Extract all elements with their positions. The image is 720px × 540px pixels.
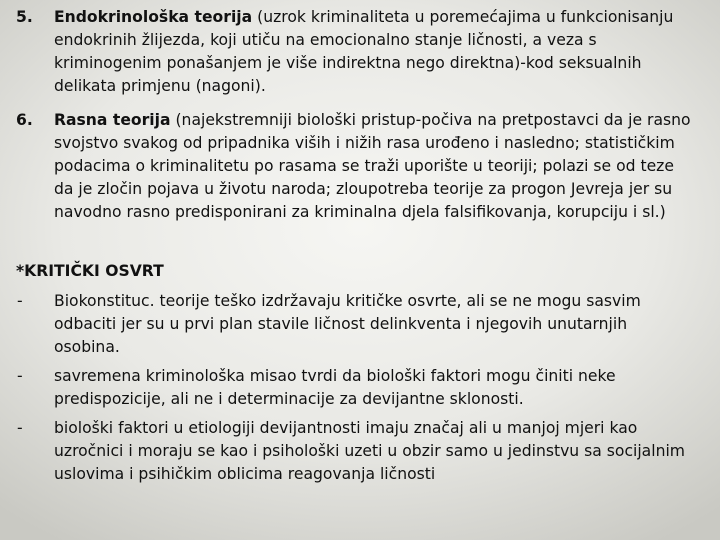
- bullet-line: uzročnici i moraju se kao i psihološki uzeti u obzir samo u jedinstvu sa socijalnim: [54, 442, 685, 460]
- bullet-text: [54, 417, 704, 486]
- item-line: (uzrok kriminaliteta u poremećajima u funkcionisanju: [252, 8, 674, 26]
- bullet-line: osobina.: [54, 338, 120, 356]
- bullet-line: savremena kriminološka misao tvrdi da biološki faktori mogu činiti neke: [54, 367, 616, 385]
- bullet-marker: -: [17, 419, 23, 437]
- bullet-line: Biokonstituc. teorije teško izdržavaju kritičke osvrte, ali se ne mogu sasvim: [54, 292, 641, 310]
- item-term: Endokrinološka teorija: [54, 8, 253, 26]
- bullet-text: [54, 290, 704, 359]
- item-line: navodno rasno predisponirani za kriminalna djela falsifikovanja, korupciju i sl.): [54, 203, 666, 221]
- bullet-text: [54, 365, 704, 411]
- item-text: [54, 109, 704, 224]
- item-line: endokrinih žlijezda, koji utiču na emocionalno stanje ličnosti, a veza s: [54, 31, 597, 49]
- item-term: Rasna teorija: [54, 111, 171, 129]
- item-line: svojstvo svakog od pripadnika viših i nižih rasa urođeno i nasledno; statističkim: [54, 134, 675, 152]
- bullet-line: uslovima i psihičkim oblicima reagovanja ličnosti: [54, 465, 436, 483]
- item-line: podacima o kriminalitetu po rasama se traži uporište u teoriji; polazi se od teze: [54, 157, 674, 175]
- bullet-line: biološki faktori u etiologiji devijantnosti imaju značaj ali u manjoj mjeri kao: [54, 419, 638, 437]
- critique-heading: *KRITIČKI OSVRT: [16, 262, 164, 280]
- item-line: (najekstremniji biološki pristup-počiva na pretpostavci da je rasno: [170, 111, 691, 129]
- item-number: 6.: [16, 111, 33, 129]
- item-line: kriminogenim ponašanjem je više indirektna nego direktna)-kod seksualnih: [54, 54, 642, 72]
- bullet-marker: -: [17, 367, 23, 385]
- item-number: 5.: [16, 8, 33, 26]
- item-first-line: [54, 109, 704, 132]
- bullet-line: odbaciti jer su u prvi plan stavile ličnost delinkventa i njegovih unutarnjih: [54, 315, 628, 333]
- bullet-marker: -: [17, 292, 23, 310]
- item-line: delikata primjenu (nagoni).: [54, 77, 266, 95]
- bullet-line: predispozicije, ali ne i determinacije za devijantne sklonosti.: [54, 390, 524, 408]
- item-first-line: [54, 6, 704, 29]
- item-line: da je zločin pojava u životu naroda; zloupotreba teorije za progon Jevreja jer su: [54, 180, 673, 198]
- item-text: [54, 6, 704, 98]
